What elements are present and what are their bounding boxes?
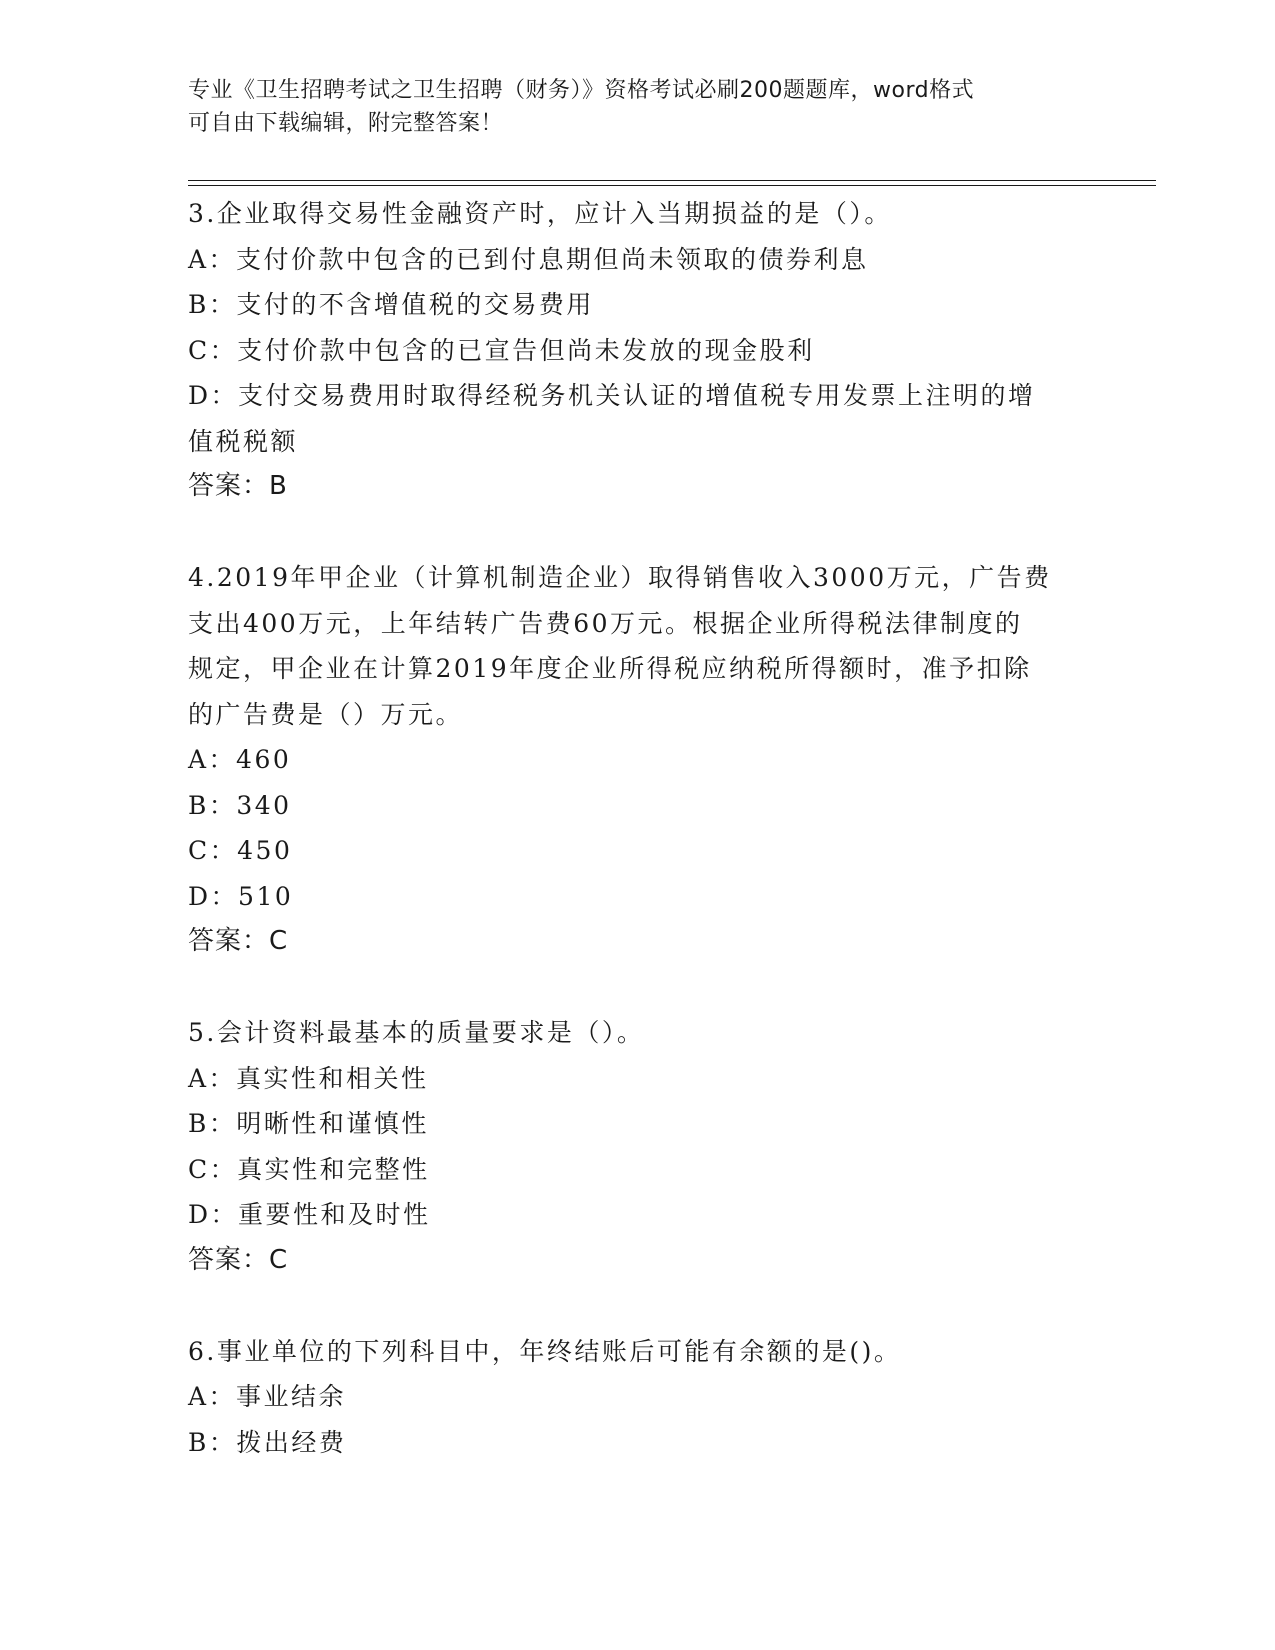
option-a: A：支付价款中包含的已到付息期但尚未领取的债券利息 — [188, 244, 869, 274]
question-stem-continued: 支出400万元，上年结转广告费60万元。根据企业所得税法律制度的 — [188, 608, 1023, 638]
header-divider-top — [188, 180, 1156, 181]
option-a: A：事业结余 — [188, 1382, 347, 1411]
question-stem: 4.2019年甲企业（计算机制造企业）取得销售收入3000万元，广告费 — [188, 563, 1052, 592]
option-c: C：450 — [188, 836, 293, 865]
question-stem: 3.企业取得交易性金融资产时，应计入当期损益的是（）。 — [188, 199, 892, 228]
option-b: B：支付的不含增值税的交易费用 — [188, 290, 594, 319]
spacer — [188, 965, 1078, 1011]
option-d-continued: 值税税额 — [188, 426, 299, 456]
question-block — [188, 1329, 1078, 1466]
option-d: D：重要性和及时性 — [188, 1200, 431, 1229]
question-stem: 5.会计资料最基本的质量要求是（）。 — [188, 1018, 645, 1047]
option-d: D：支付交易费用时取得经税务机关认证的增值税专用发票上注明的增 — [188, 381, 1036, 410]
header-title-line-1: 专业《卫生招聘考试之卫生招聘（财务）》资格考试必刷200题题库，word格式 — [188, 78, 975, 103]
option-b: B：明晰性和谨慎性 — [188, 1109, 429, 1138]
answer-label: 答案：C — [188, 926, 289, 956]
option-c: C：支付价款中包含的已宣告但尚未发放的现金股利 — [188, 335, 815, 365]
spacer — [188, 510, 1078, 556]
option-d: D：510 — [188, 881, 294, 911]
question-block — [188, 191, 1078, 510]
question-list — [188, 191, 1078, 1465]
spacer — [188, 1283, 1078, 1329]
question-stem-continued: 的广告费是（）万元。 — [188, 699, 464, 729]
header-title-line-2: 可自由下载编辑，附完整答案！ — [188, 111, 504, 136]
question-stem: 6.事业单位的下列科目中，年终结账后可能有余额的是()。 — [188, 1336, 902, 1366]
question-block — [188, 1010, 1078, 1283]
question-stem-continued: 规定，甲企业在计算2019年度企业所得税应纳税所得额时，准予扣除 — [188, 654, 1032, 683]
question-block — [188, 555, 1078, 965]
option-a: A：真实性和相关性 — [188, 1063, 429, 1093]
answer-label: 答案：B — [188, 471, 288, 501]
option-b: B：340 — [188, 790, 292, 820]
answer-label: 答案：C — [188, 1244, 289, 1275]
option-a: A：460 — [188, 745, 292, 774]
header-divider-bottom — [188, 185, 1156, 186]
option-c: C：真实性和完整性 — [188, 1154, 430, 1184]
option-b: B：拨出经费 — [188, 1427, 347, 1457]
document-header — [188, 74, 1068, 140]
